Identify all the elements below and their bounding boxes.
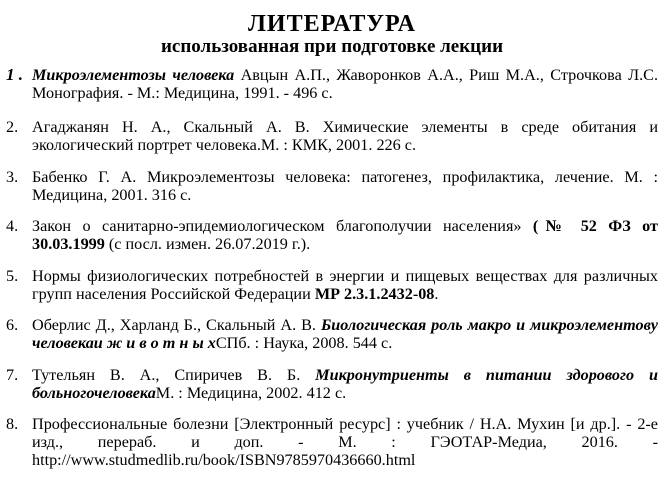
- reference-item-6: [6, 316, 658, 352]
- reference-item-5: [6, 267, 658, 303]
- reference-list: [6, 66, 658, 469]
- reference-text: Нормы физиологических потребностей в энергии и пищевых веществах для различных групп населения Российской Федерации: [32, 266, 658, 303]
- reference-text-tail: СПб. : Наука, 2008. 544 с.: [215, 334, 393, 352]
- reference-text: Агаджанян Н. А., Скальный А. В. Химические элементы в среде обитания и экологический портрет человека.М. : КМК, 2001. 226 с.: [32, 118, 658, 154]
- reference-text: Бабенко Г. А. Микроэлементозы человека: патогенез, профилактика, лечение. М. : Медицина, 2001. 316 с.: [32, 167, 658, 204]
- reference-item-2: [6, 118, 658, 154]
- reference-title: Микроэлементозы человека: [32, 66, 235, 84]
- reference-item-4: [6, 217, 658, 253]
- reference-title: Микронутриенты в питании здорового и больногочеловека: [32, 365, 658, 402]
- reference-number: 1 .: [6, 65, 23, 84]
- reference-number: 8.: [6, 415, 19, 433]
- reference-number: 2.: [6, 118, 19, 136]
- reference-text-tail: М. : Медицина, 2002. 412 с.: [155, 383, 347, 402]
- reference-law-number: (№ 52 ФЗ от 30.03.1999: [32, 217, 658, 253]
- reference-text: Профессиональные болезни [Электронный ресурс] : учебник / Н.А. Мухин [и др.]. - 2-е изд., перераб. и доп. - М. : ГЭОТАР-Медиа, 2016. - http://www.studmedlib.ru/book/ISBN9785970436660.html: [32, 415, 658, 469]
- reference-text: Авцын А.П., Жаворонков А.А., Риш М.А., Строчкова Л.С. Монография. - М.: Медицина, 1991. - 496 с.: [32, 66, 659, 102]
- reference-text-tail: .: [434, 284, 439, 303]
- reference-item-8: [6, 415, 658, 469]
- reference-text: Закон о санитарно-эпидемиологическом благополучии населения»: [32, 217, 533, 235]
- reference-number: 6.: [6, 316, 19, 334]
- reference-number: 7.: [6, 365, 19, 384]
- reference-authors: Оберлис Д., Харланд Б., Скальный А. В.: [32, 316, 321, 334]
- reference-code: МР 2.3.1.2432-08: [314, 284, 435, 303]
- reference-title: Биологическая роль макро и микроэлементову человекаи ж и в о т н ы х: [32, 316, 658, 352]
- reference-number: 4.: [6, 217, 19, 235]
- reference-item-1: [6, 66, 658, 102]
- page-subtitle: использованная при подготовке лекции: [160, 36, 504, 57]
- reference-number: 5.: [6, 266, 19, 285]
- reference-number: 3.: [6, 167, 19, 186]
- reference-item-3: [6, 168, 658, 204]
- page-title: ЛИТЕРАТУРА: [248, 11, 416, 37]
- reference-item-7: [6, 366, 658, 402]
- reference-text-tail: (с посл. измен. 26.07.2019 г.).: [104, 235, 311, 253]
- reference-authors: Тутельян В. А., Спиричев В. Б.: [32, 365, 316, 384]
